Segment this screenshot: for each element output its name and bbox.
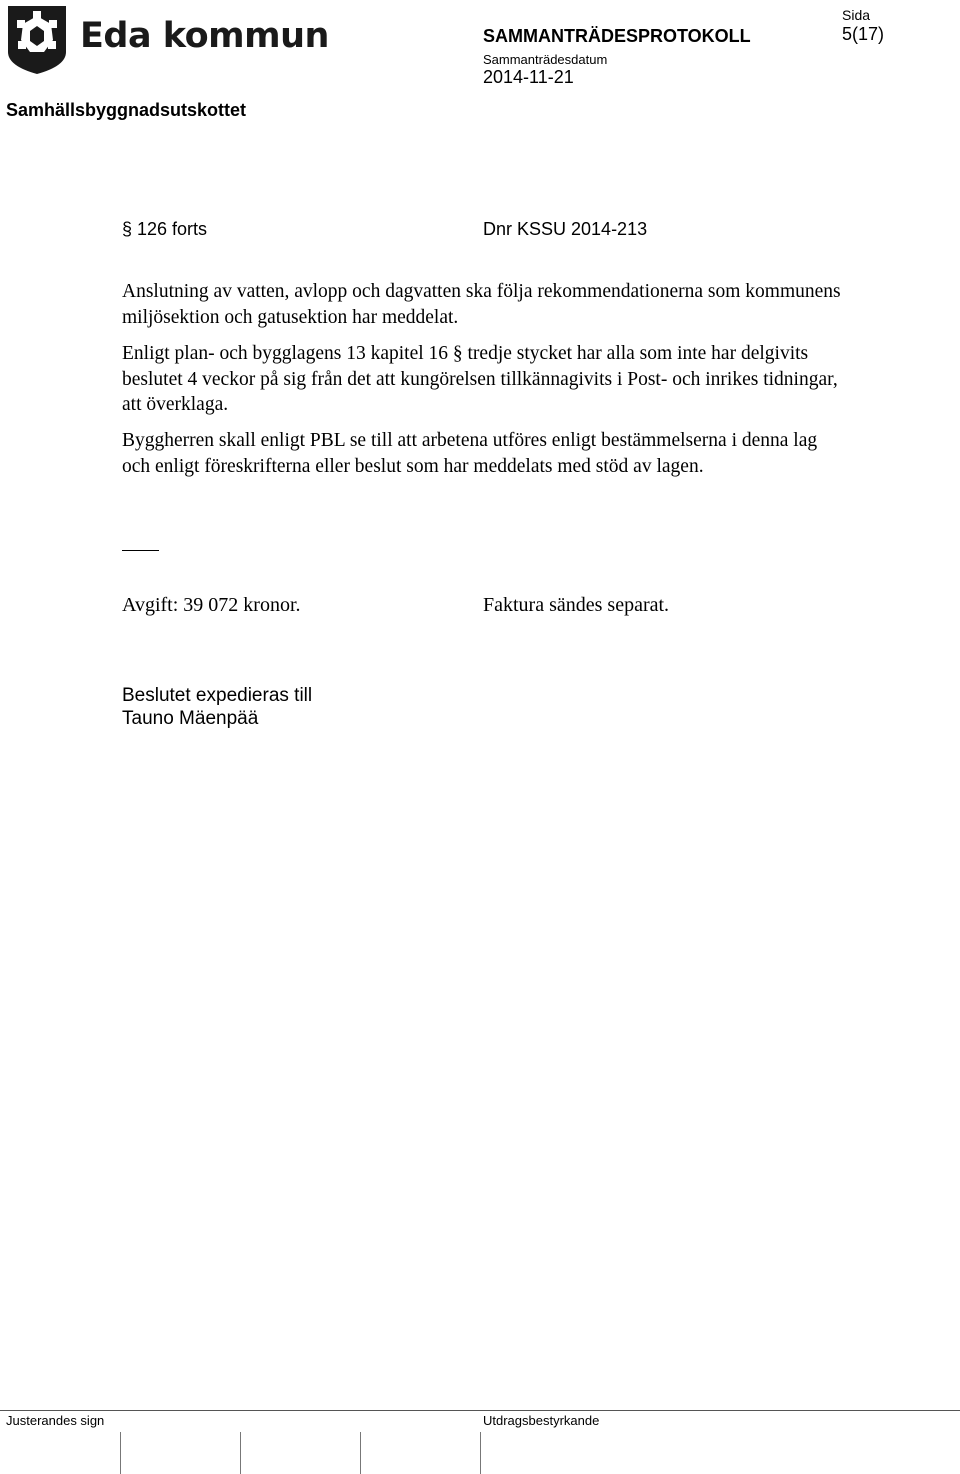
adjuster-signature-label: Justerandes sign — [6, 1413, 105, 1428]
footer-divider — [0, 1410, 960, 1411]
paragraph-appeal-information: Enligt plan- och bygglagens 13 kapitel 16 § tredje stycket har alla som inte har delgivits beslutet 4 veckor på sig från det att kungörelsen tillkännagivits i Post- och inrikes tidningar, att överklaga. — [122, 343, 838, 415]
signature-cell-divider — [360, 1432, 361, 1474]
invoice-note: Faktura sändes separat. — [483, 594, 670, 616]
separator-line — [122, 550, 159, 551]
logo-wordmark: Eda kommun — [80, 16, 329, 56]
document-type: SAMMANTRÄDESPROTOKOLL — [483, 26, 751, 46]
diary-number: Dnr KSSU 2014-213 — [483, 219, 648, 239]
page-number: 5(17) — [842, 24, 885, 44]
dispatch-label: Beslutet expedieras till — [122, 685, 313, 706]
meeting-date-label: Sammanträdesdatum — [483, 52, 608, 67]
fee-amount: Avgift: 39 072 kronor. — [122, 594, 301, 616]
signature-cell-divider — [240, 1432, 241, 1474]
committee-name: Samhällsbyggnadsutskottet — [6, 100, 247, 120]
section-reference: § 126 forts — [122, 219, 208, 239]
paragraph-builder-responsibility: Byggherren skall enligt PBL se till att arbetena utföres enligt bestämmelserna i denna lag och enligt föreskrifterna eller beslut som har meddelats med stöd av lagen. — [122, 430, 818, 477]
meeting-date-value: 2014-11-21 — [483, 67, 574, 87]
signature-cell-divider — [480, 1432, 481, 1474]
eda-kommun-logo-icon — [6, 4, 68, 76]
dispatch-recipient: Tauno Mäenpää — [122, 708, 259, 729]
extract-certification-label: Utdragsbestyrkande — [483, 1413, 600, 1428]
paragraph-connection-requirements: Anslutning av vatten, avlopp och dagvatten ska följa rekommendationerna som kommunens miljösektion och gatusektion har meddelat. — [122, 281, 841, 328]
page-label: Sida — [842, 7, 871, 23]
signature-cell-divider — [120, 1432, 121, 1474]
